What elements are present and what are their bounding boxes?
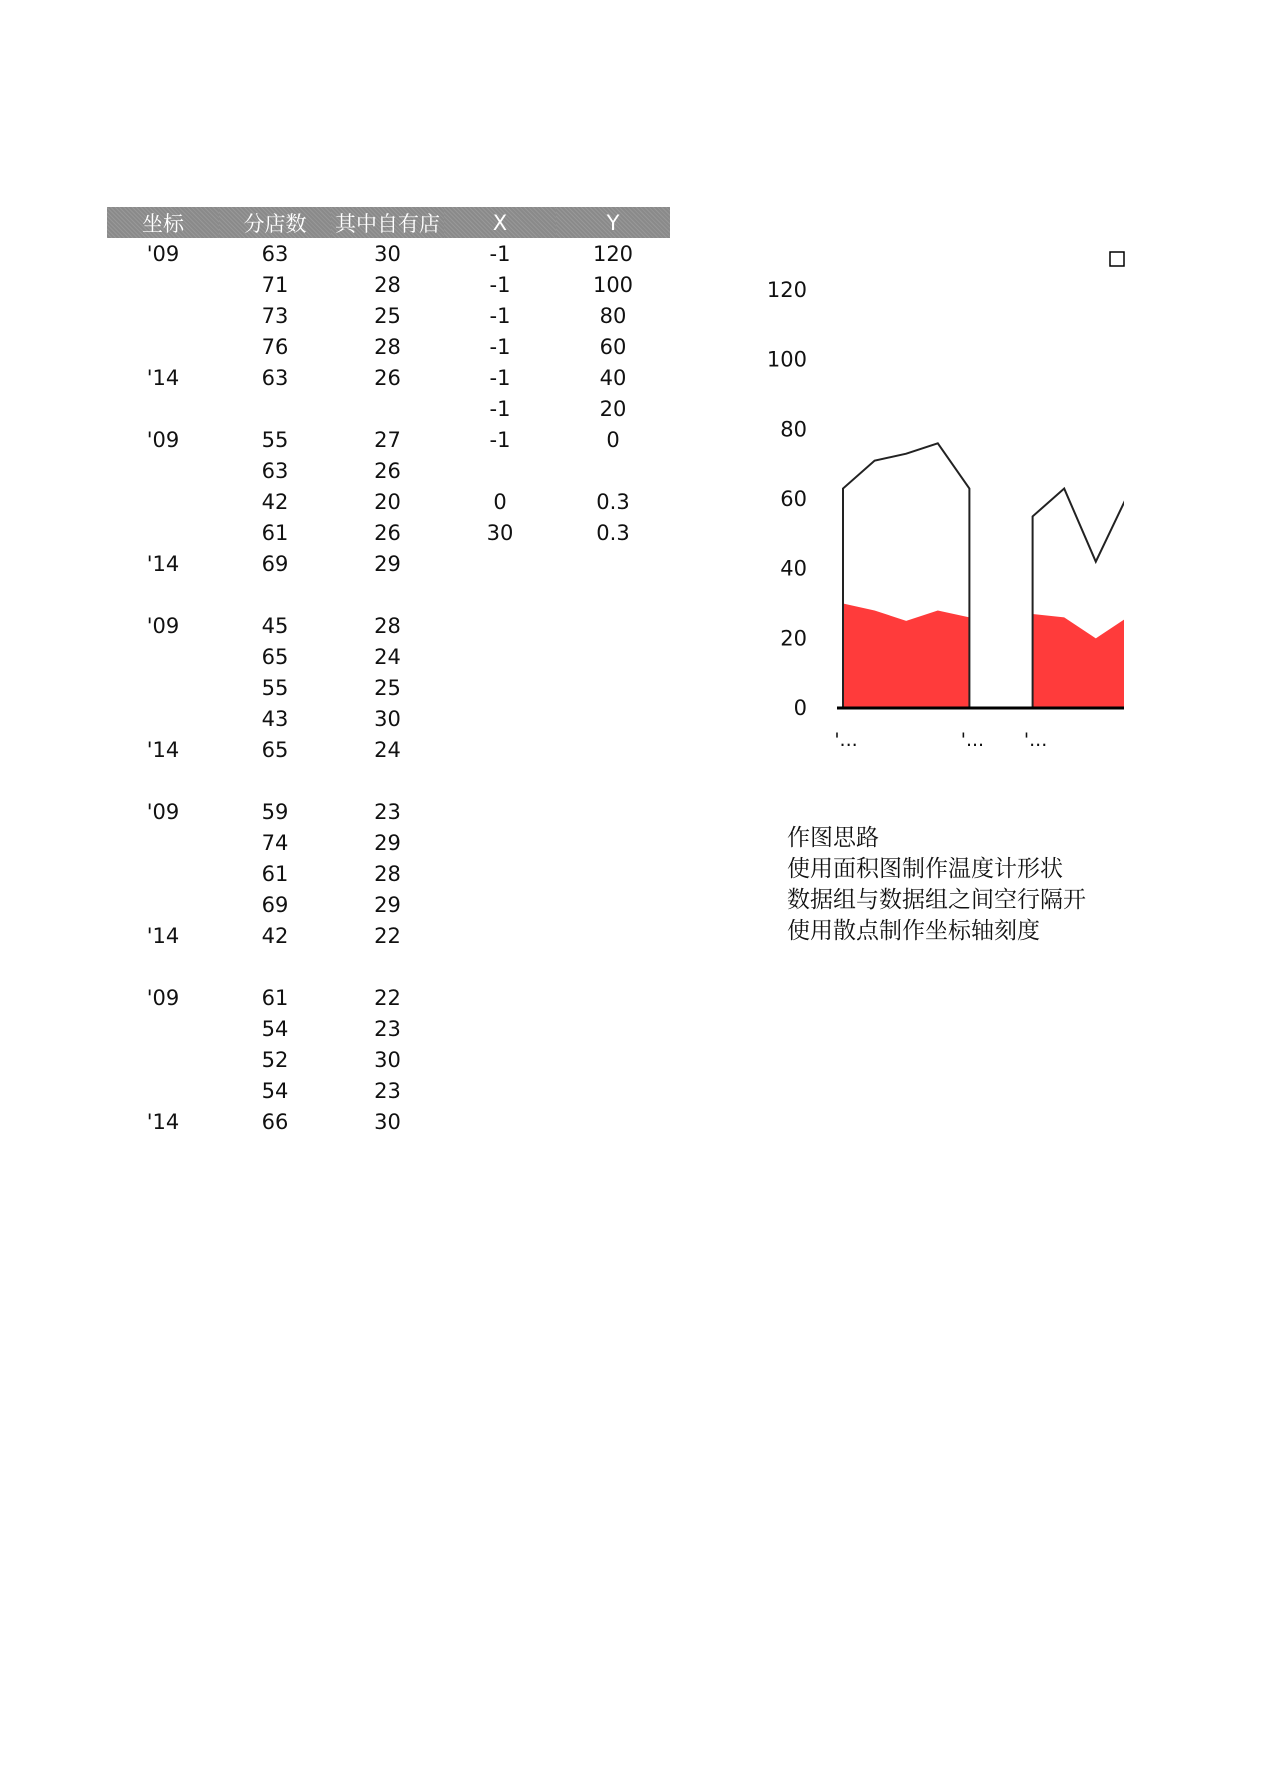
- table-cell: 60: [599, 334, 627, 359]
- table-cell: 0: [606, 427, 620, 452]
- table-cell: '14: [146, 551, 180, 576]
- table-cell: -1: [489, 396, 511, 421]
- thermometer-area-chart: [760, 240, 1132, 760]
- note-line: 使用散点制作坐标轴刻度: [787, 918, 1040, 944]
- table-body: [107, 238, 670, 1137]
- table-cell: '09: [146, 799, 180, 824]
- table-cell: 25: [374, 675, 401, 700]
- table-cell: 27: [374, 427, 401, 452]
- table-row: [107, 827, 670, 858]
- table-cell: 55: [261, 675, 289, 700]
- column-header: 坐标: [107, 207, 219, 238]
- table-cell: [107, 1044, 219, 1075]
- y-tick-label: 20: [780, 626, 807, 651]
- table-cell: 74: [261, 830, 289, 855]
- x-tick-label: '...: [1023, 729, 1048, 751]
- table-cell: [556, 1013, 670, 1044]
- y-tick-label: 60: [780, 487, 807, 511]
- table-row: [107, 703, 670, 734]
- table-cell: [444, 982, 556, 1013]
- table-cell: '09: [146, 613, 180, 638]
- table-row: [107, 300, 670, 331]
- table-cell: [556, 1075, 670, 1106]
- table-cell: 30: [374, 241, 401, 266]
- table-row: [107, 486, 670, 517]
- table-cell: 30: [374, 1109, 401, 1134]
- table-cell: [219, 765, 331, 796]
- table-cell: 73: [261, 303, 289, 328]
- table-row: [107, 579, 670, 610]
- table-cell: 28: [374, 334, 401, 359]
- table-row: [107, 362, 670, 393]
- table-cell: 63: [261, 365, 289, 390]
- table-cell: [107, 672, 219, 703]
- table-cell: 63: [261, 458, 289, 483]
- table-cell: 69: [261, 551, 289, 576]
- table-cell: '09: [146, 427, 180, 452]
- table-row: [107, 920, 670, 951]
- table-cell: 45: [261, 613, 289, 638]
- table-cell: [107, 579, 219, 610]
- table-cell: 24: [374, 644, 401, 669]
- table-cell: [107, 393, 219, 424]
- note-line: 数据组与数据组之间空行隔开: [787, 887, 1086, 913]
- table-cell: '09: [146, 985, 180, 1010]
- table-cell: [107, 858, 219, 889]
- table-cell: -1: [489, 365, 511, 390]
- table-cell: [107, 1013, 219, 1044]
- column-header: 其中自有店: [331, 207, 444, 238]
- table-cell: [107, 455, 219, 486]
- table-cell: 23: [374, 1078, 401, 1103]
- table-cell: 80: [599, 303, 627, 328]
- table-cell: 0.3: [596, 520, 630, 545]
- note-line: 使用面积图制作温度计形状: [787, 856, 1063, 882]
- table-cell: 52: [261, 1047, 289, 1072]
- table-cell: [556, 1106, 670, 1137]
- table-cell: '14: [146, 365, 180, 390]
- table-cell: 120: [592, 241, 634, 266]
- table-row: [107, 331, 670, 362]
- table-cell: 76: [261, 334, 289, 359]
- table-cell: -1: [489, 303, 511, 328]
- table-cell: [444, 703, 556, 734]
- column-header: 分店数: [219, 207, 331, 238]
- table-row: [107, 641, 670, 672]
- table-cell: -1: [489, 334, 511, 359]
- table-cell: [444, 951, 556, 982]
- table-cell: 30: [374, 706, 401, 731]
- table-cell: 26: [374, 365, 401, 390]
- table-cell: [107, 486, 219, 517]
- table-cell: [219, 579, 331, 610]
- table-cell: '14: [146, 737, 180, 762]
- table-cell: [556, 455, 670, 486]
- table-cell: [444, 610, 556, 641]
- series-2-area: [843, 604, 969, 709]
- table-row: [107, 734, 670, 765]
- table-cell: [331, 951, 444, 982]
- table-header-row: [107, 207, 670, 238]
- drawing-notes: [787, 823, 1086, 947]
- chart-areas: [843, 604, 1132, 709]
- y-tick-label: 120: [766, 278, 807, 302]
- table-cell: [444, 796, 556, 827]
- table-cell: 61: [261, 985, 289, 1010]
- table-row: [107, 951, 670, 982]
- table-cell: [107, 331, 219, 362]
- table-row: [107, 424, 670, 455]
- table-cell: 30: [374, 1047, 401, 1072]
- table-cell: 0.3: [596, 489, 630, 514]
- table-row: [107, 765, 670, 796]
- x-tick-label: '...: [960, 729, 985, 751]
- table-cell: 100: [592, 272, 634, 297]
- table-cell: 40: [599, 365, 627, 390]
- table-cell: 26: [374, 520, 401, 545]
- table-cell: [107, 269, 219, 300]
- table-cell: [444, 858, 556, 889]
- table-row: [107, 796, 670, 827]
- table-cell: 66: [261, 1109, 289, 1134]
- table-cell: [556, 858, 670, 889]
- table-cell: [444, 672, 556, 703]
- table-cell: [556, 579, 670, 610]
- table-cell: 59: [261, 799, 289, 824]
- table-cell: [107, 1075, 219, 1106]
- table-cell: 30: [486, 520, 514, 545]
- table-cell: [444, 641, 556, 672]
- table-row: [107, 858, 670, 889]
- table-cell: [556, 889, 670, 920]
- table-cell: [107, 300, 219, 331]
- table-row: [107, 1106, 670, 1137]
- table-cell: 42: [261, 489, 289, 514]
- table-cell: [444, 1075, 556, 1106]
- table-cell: [107, 641, 219, 672]
- table-cell: 42: [261, 923, 289, 948]
- table-cell: [444, 1044, 556, 1075]
- table-cell: 20: [599, 396, 627, 421]
- table-cell: [444, 1106, 556, 1137]
- table-cell: 29: [374, 551, 401, 576]
- table-cell: 65: [261, 644, 289, 669]
- table-cell: [331, 579, 444, 610]
- table-row: [107, 1044, 670, 1075]
- table-cell: '09: [146, 241, 180, 266]
- table-cell: 65: [261, 737, 289, 762]
- table-cell: [556, 951, 670, 982]
- column-header: X: [444, 207, 556, 238]
- table-cell: [556, 1044, 670, 1075]
- table-row: [107, 610, 670, 641]
- table-cell: 29: [374, 830, 401, 855]
- table-row: [107, 548, 670, 579]
- table-cell: [331, 393, 444, 424]
- table-cell: [107, 765, 219, 796]
- table-cell: [444, 1013, 556, 1044]
- table-cell: 22: [374, 923, 401, 948]
- table-cell: [444, 579, 556, 610]
- table-cell: [556, 734, 670, 765]
- table-cell: 29: [374, 892, 401, 917]
- table-row: [107, 393, 670, 424]
- table-cell: 28: [374, 861, 401, 886]
- table-row: [107, 1075, 670, 1106]
- table-cell: [444, 827, 556, 858]
- table-cell: [444, 889, 556, 920]
- table-cell: 28: [374, 272, 401, 297]
- table-cell: [219, 951, 331, 982]
- table-cell: [107, 517, 219, 548]
- table-cell: [444, 920, 556, 951]
- table-cell: [556, 641, 670, 672]
- y-tick-label: 40: [780, 556, 807, 581]
- column-header: Y: [556, 207, 670, 238]
- table-cell: 23: [374, 799, 401, 824]
- y-axis-tick-labels: [767, 278, 807, 720]
- table-cell: 54: [261, 1016, 289, 1041]
- x-tick-label: '...: [834, 729, 858, 751]
- y-tick-label: 0: [793, 696, 807, 720]
- table-cell: [107, 703, 219, 734]
- table-cell: [219, 393, 331, 424]
- table-cell: -1: [489, 272, 511, 297]
- table-row: [107, 982, 670, 1013]
- table-cell: 54: [261, 1078, 289, 1103]
- table-cell: [556, 796, 670, 827]
- y-tick-label: 80: [780, 417, 807, 442]
- table-cell: [556, 920, 670, 951]
- table-cell: -1: [489, 427, 511, 452]
- table-cell: 71: [261, 272, 289, 297]
- table-cell: '14: [146, 923, 180, 948]
- table-row: [107, 269, 670, 300]
- table-cell: [107, 951, 219, 982]
- table-row: [107, 455, 670, 486]
- table-cell: [107, 827, 219, 858]
- data-table: [107, 207, 670, 1137]
- table-cell: -1: [489, 241, 511, 266]
- x-axis-tick-labels: [834, 729, 1047, 751]
- table-cell: [444, 765, 556, 796]
- table-cell: [556, 610, 670, 641]
- table-cell: 26: [374, 458, 401, 483]
- plot-area-corner-marker: [1110, 252, 1124, 266]
- table-cell: 25: [374, 303, 401, 328]
- table-cell: 22: [374, 985, 401, 1010]
- table-cell: [556, 672, 670, 703]
- table-cell: 55: [261, 427, 289, 452]
- table-cell: 28: [374, 613, 401, 638]
- table-cell: 69: [261, 892, 289, 917]
- table-cell: 61: [261, 520, 289, 545]
- table-cell: 43: [261, 706, 289, 731]
- table-cell: [556, 548, 670, 579]
- y-tick-label: 100: [766, 347, 807, 372]
- table-cell: 63: [261, 241, 289, 266]
- table-cell: [444, 548, 556, 579]
- table-cell: 24: [374, 737, 401, 762]
- table-cell: [331, 765, 444, 796]
- table-cell: 0: [493, 489, 507, 514]
- table-cell: [556, 982, 670, 1013]
- series-2-area: [1033, 607, 1132, 708]
- table-cell: [556, 703, 670, 734]
- table-cell: 61: [261, 861, 289, 886]
- table-cell: 23: [374, 1016, 401, 1041]
- table-cell: [556, 827, 670, 858]
- table-cell: '14: [146, 1109, 180, 1134]
- table-cell: 20: [374, 489, 401, 514]
- table-cell: [107, 889, 219, 920]
- table-row: [107, 672, 670, 703]
- table-cell: [444, 455, 556, 486]
- table-cell: [444, 734, 556, 765]
- table-cell: [556, 765, 670, 796]
- table-row: [107, 238, 670, 269]
- table-row: [107, 517, 670, 548]
- table-row: [107, 1013, 670, 1044]
- note-title: 作图思路: [787, 825, 879, 851]
- table-row: [107, 889, 670, 920]
